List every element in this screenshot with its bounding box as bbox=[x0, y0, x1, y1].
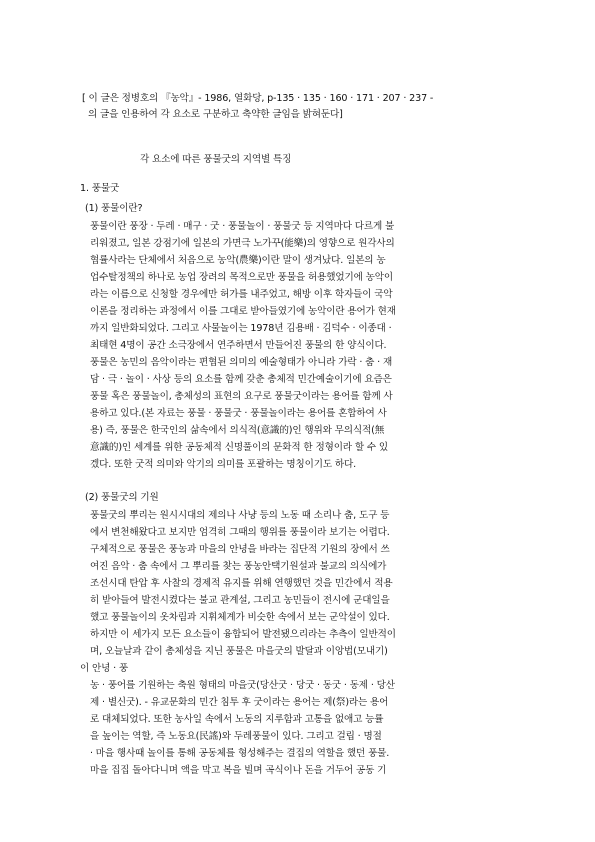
paragraph-line: 구체적으로 풍물은 풍농과 마을의 안녕을 바라는 집단적 기원의 장에서 쓰 bbox=[90, 544, 390, 555]
paragraph-line: 겠다. 또한 굿적 의미와 악기의 의미를 포괄하는 명칭이기도 하다. bbox=[90, 459, 357, 470]
paragraph-line: 며, 오늘날과 같이 총체성을 지닌 풍물은 마을굿의 발달과 이앙법(모내기) bbox=[90, 646, 388, 657]
document-title: 각 요소에 따른 풍물굿의 지역별 특징 bbox=[140, 154, 292, 165]
subsection-heading-2: (2) 풍물굿의 기원 bbox=[85, 492, 159, 503]
paragraph-line: 농 · 풍어를 기원하는 축원 형태의 마을굿(당산굿 · 당굿 · 동굿 · 동제 · 당산 bbox=[90, 680, 395, 691]
paragraph-line: 최태현 4명이 공간 소극장에서 연주하면서 만들어진 풍물의 한 양식이다. bbox=[90, 340, 387, 351]
subsection-heading-1: (1) 풍물이란? bbox=[85, 203, 143, 214]
paragraph-line: 풍물은 농민의 음악이라는 편협된 의미의 예술형태가 아니라 가락 · 춤 · 재 bbox=[90, 357, 393, 368]
paragraph-line: 했고 풍물놀이의 옷차림과 지휘체계가 비슷한 속에서 보는 군악설이 있다. bbox=[90, 612, 390, 623]
paragraph-line: 용) 즉, 풍물은 한국인의 삶속에서 의식적(意識的)인 행위와 무의식적(無 bbox=[90, 425, 385, 436]
paragraph-line: 풍물이란 풍장 · 두레 · 매구 · 굿 · 풍물놀이 · 풍물굿 등 지역마다 다르게 불 bbox=[90, 221, 395, 232]
paragraph-line: 풍물 혹은 풍물놀이, 총체성의 표현의 요구로 풍물굿이라는 용어를 함께 사 bbox=[90, 391, 393, 402]
paragraph-line: 라는 이름으로 신청할 경우에만 허가를 내주었고, 해방 이후 학자들이 국악 bbox=[90, 289, 393, 300]
paragraph-line: 리워졌고, 일본 강점기에 일본의 가면극 노가꾸(能樂)의 영향으로 원각사의 bbox=[90, 238, 395, 249]
paragraph-line: 협률사라는 단체에서 처음으로 농악(農樂)이란 말이 생겨났다. 일본의 농 bbox=[90, 255, 386, 266]
paragraph-line: 마을 집집 돌아다니며 액을 막고 복을 빌며 곡식이나 돈을 거두어 공동 기 bbox=[90, 765, 387, 776]
paragraph-line: 하지만 이 세가지 모든 요소들이 융합되어 발전됐으리라는 추측이 일반적이 bbox=[90, 629, 396, 640]
paragraph-line: 을 높이는 역할, 즉 노동요(民謠)와 두레풍물이 있다. 그리고 걸립 · 명절 bbox=[90, 731, 382, 742]
paragraph-line: 意識的)인 세계를 위한 공동체적 신명풀이의 문화적 한 정형이라 할 수 있 bbox=[90, 442, 388, 453]
paragraph-line: 히 받아들여 발전시켰다는 불교 관계설, 그리고 농민들이 전시에 군대일을 bbox=[90, 595, 390, 606]
paragraph-line: 까지 일반화되었다. 그리고 사물놀이는 1978년 김용배 · 김덕수 · 이종대 · bbox=[90, 323, 392, 334]
paragraph-line: 로 대체되었다. 또한 농사일 속에서 노동의 지루함과 고통을 없애고 능률 bbox=[90, 714, 384, 725]
paragraph-line: 제 · 별신굿). - 유교문화의 민간 침투 후 굿이라는 용어는 제(祭)라는 용어 bbox=[90, 697, 389, 708]
subsection-fragment: 이 안녕 · 풍 bbox=[80, 663, 129, 674]
paragraph-line: 용하고 있다.(본 자료는 풍물 · 풍물굿 · 풍물놀이라는 용어를 혼합하여 사 bbox=[90, 408, 387, 419]
paragraph-line: 업수탈정책의 하나로 농업 장려의 목적으로만 풍물을 허용했었기에 농악이 bbox=[90, 272, 393, 283]
source-note-line-1: [ 이 글은 정병호의 『농악』- 1986, 열화당, p-135 · 135 · 160 · 171 · 207 · 237 - bbox=[82, 93, 434, 104]
paragraph-line: 여진 음악 · 춤 속에서 그 뿌리를 찾는 풍농안택기원설과 불교의 의식에가 bbox=[90, 561, 387, 572]
paragraph-line: 풍물굿의 뿌리는 원시시대의 제의나 사냥 등의 노동 때 소리나 춤, 도구 등 bbox=[90, 510, 390, 521]
source-note-line-2: 의 글을 인용하여 각 요소로 구분하고 축약한 글임을 밝혀둔다] bbox=[88, 109, 343, 120]
paragraph-line: · 마을 행사때 놀이를 통해 공동체를 형성해주는 결집의 역할을 했던 풍물. bbox=[90, 748, 390, 759]
paragraph-line: 조선시대 탄압 후 사찰의 경제적 유지를 위해 연행했던 것을 민간에서 적용 bbox=[90, 578, 393, 589]
paragraph-line: 에서 변천해왔다고 보지만 엄격히 그때의 행위를 풍물이라 보기는 어렵다. bbox=[90, 527, 390, 538]
paragraph-line: 담 · 극 · 놀이 · 사상 등의 요소를 함께 갖춘 총체적 민간예술이기에 요즘은 bbox=[90, 374, 392, 385]
section-heading: 1. 풍물굿 bbox=[80, 183, 120, 194]
paragraph-line: 이론을 정리하는 과정에서 이를 그대로 받아들였기에 농악이란 용어가 현재 bbox=[90, 306, 396, 317]
